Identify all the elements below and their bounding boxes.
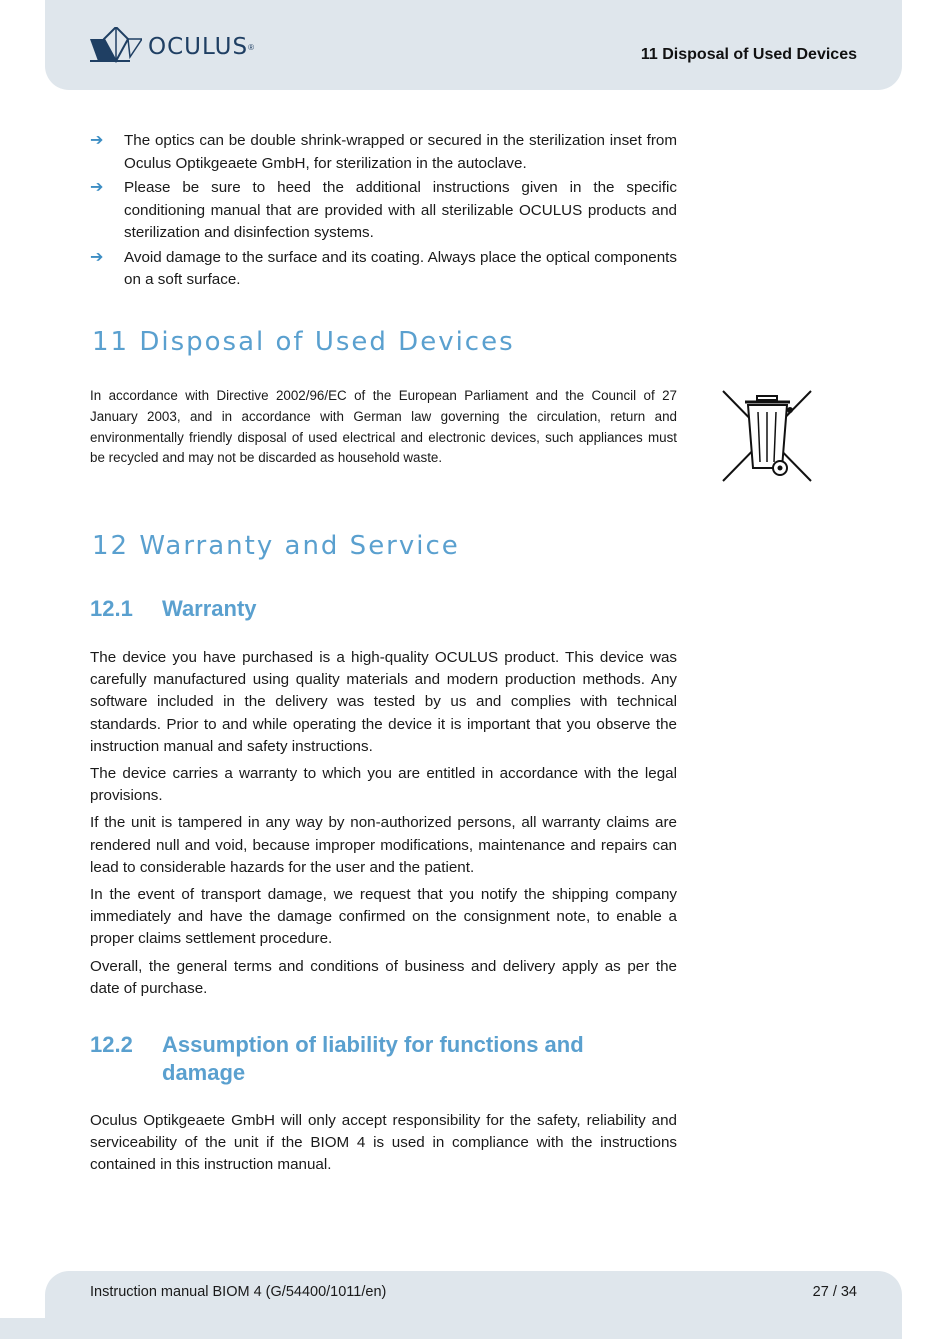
liability-body: [90, 1110, 677, 1182]
warranty-paragraph: The device you have purchased is a high-quality OCULUS product. This device was carefully manufactured using quality materials and modern production methods. Any software included in the delivery was tested by us and complies with technical standards. Prior to and while operating the device it is important that you observe the instruction manual and safety instructions.: [90, 649, 677, 755]
oculus-logo: [90, 27, 254, 67]
warranty-paragraph: In the event of transport damage, we request that you notify the shipping company immediately and have the damage confirmed on the consignment note, to enable a proper claims settlement procedure.: [90, 886, 677, 948]
manual-reference: Instruction manual BIOM 4 (G/54400/1011/en): [90, 1284, 387, 1300]
subsection-12-2-heading: [90, 1031, 677, 1087]
warranty-paragraph: The device carries a warranty to which you are entitled in accordance with the legal provisions.: [90, 765, 677, 805]
bullet-text: Avoid damage to the surface and its coating. Always place the optical components on a soft surface.: [124, 248, 677, 288]
warranty-paragraph: Overall, the general terms and conditions of business and delivery apply as per the date of purchase.: [90, 957, 677, 997]
logo-text: OCULUS: [148, 34, 249, 60]
list-item: [90, 247, 677, 292]
crossed-out-wheelie-bin-icon: [720, 388, 814, 484]
subsection-number: 12.1: [90, 596, 133, 621]
corner-decoration: [0, 1318, 45, 1339]
arrow-right-icon: ➔: [90, 132, 104, 149]
arrow-right-icon: ➔: [90, 179, 104, 196]
bullet-text: The optics can be double shrink-wrapped or secured in the sterilization inset from Oculus Optikgeaete GmbH, for sterilization in the autoclave.: [124, 132, 677, 172]
arrow-right-icon: ➔: [90, 248, 104, 266]
oculus-logo-icon: [90, 27, 142, 67]
warranty-paragraph: If the unit is tampered in any way by non-authorized persons, all warranty claims are rendered null and void, because improper modifications, maintenance and repairs can lead to considerable hazards for the user and the patient.: [90, 814, 677, 876]
instruction-bullet-list: [90, 130, 677, 294]
bullet-text: Please be sure to heed the additional instructions given in the specific conditioning manual that are provided with all sterilizable OCULUS products and sterilization and disinfection systems.: [124, 179, 677, 241]
logo-registered-mark: ®: [248, 42, 255, 52]
list-item: [90, 177, 677, 245]
page-header: [45, 0, 902, 90]
section-12-heading: 12 Warranty and Service: [92, 531, 460, 561]
subsection-number: 12.2: [90, 1032, 133, 1057]
subsection-title: Assumption of liability for functions and damage: [162, 1032, 584, 1085]
subsection-12-1-heading: [90, 596, 257, 622]
disposal-paragraph: In accordance with Directive 2002/96/EC of the European Parliament and the Council of 27 January 2003, and in accordance with German law governing the circulation, return and environmentally friendly disposal of used electrical and electronic devices, such appliances must be recycled and may not be discarded as household waste.: [90, 388, 677, 466]
section-11-heading: 11 Disposal of Used Devices: [92, 327, 515, 357]
running-header-title: 11 Disposal of Used Devices: [640, 46, 857, 63]
liability-paragraph: Oculus Optikgeaete GmbH will only accept responsibility for the safety, reliability and serviceability of the unit if the BIOM 4 is used in compliance with the instructions contained in this instruction manual.: [90, 1112, 677, 1174]
page-number: 27 / 34: [812, 1284, 857, 1300]
list-item: [90, 130, 677, 175]
subsection-title: Warranty: [162, 596, 257, 621]
warranty-body: [90, 647, 677, 1005]
page-footer: [45, 1271, 902, 1339]
